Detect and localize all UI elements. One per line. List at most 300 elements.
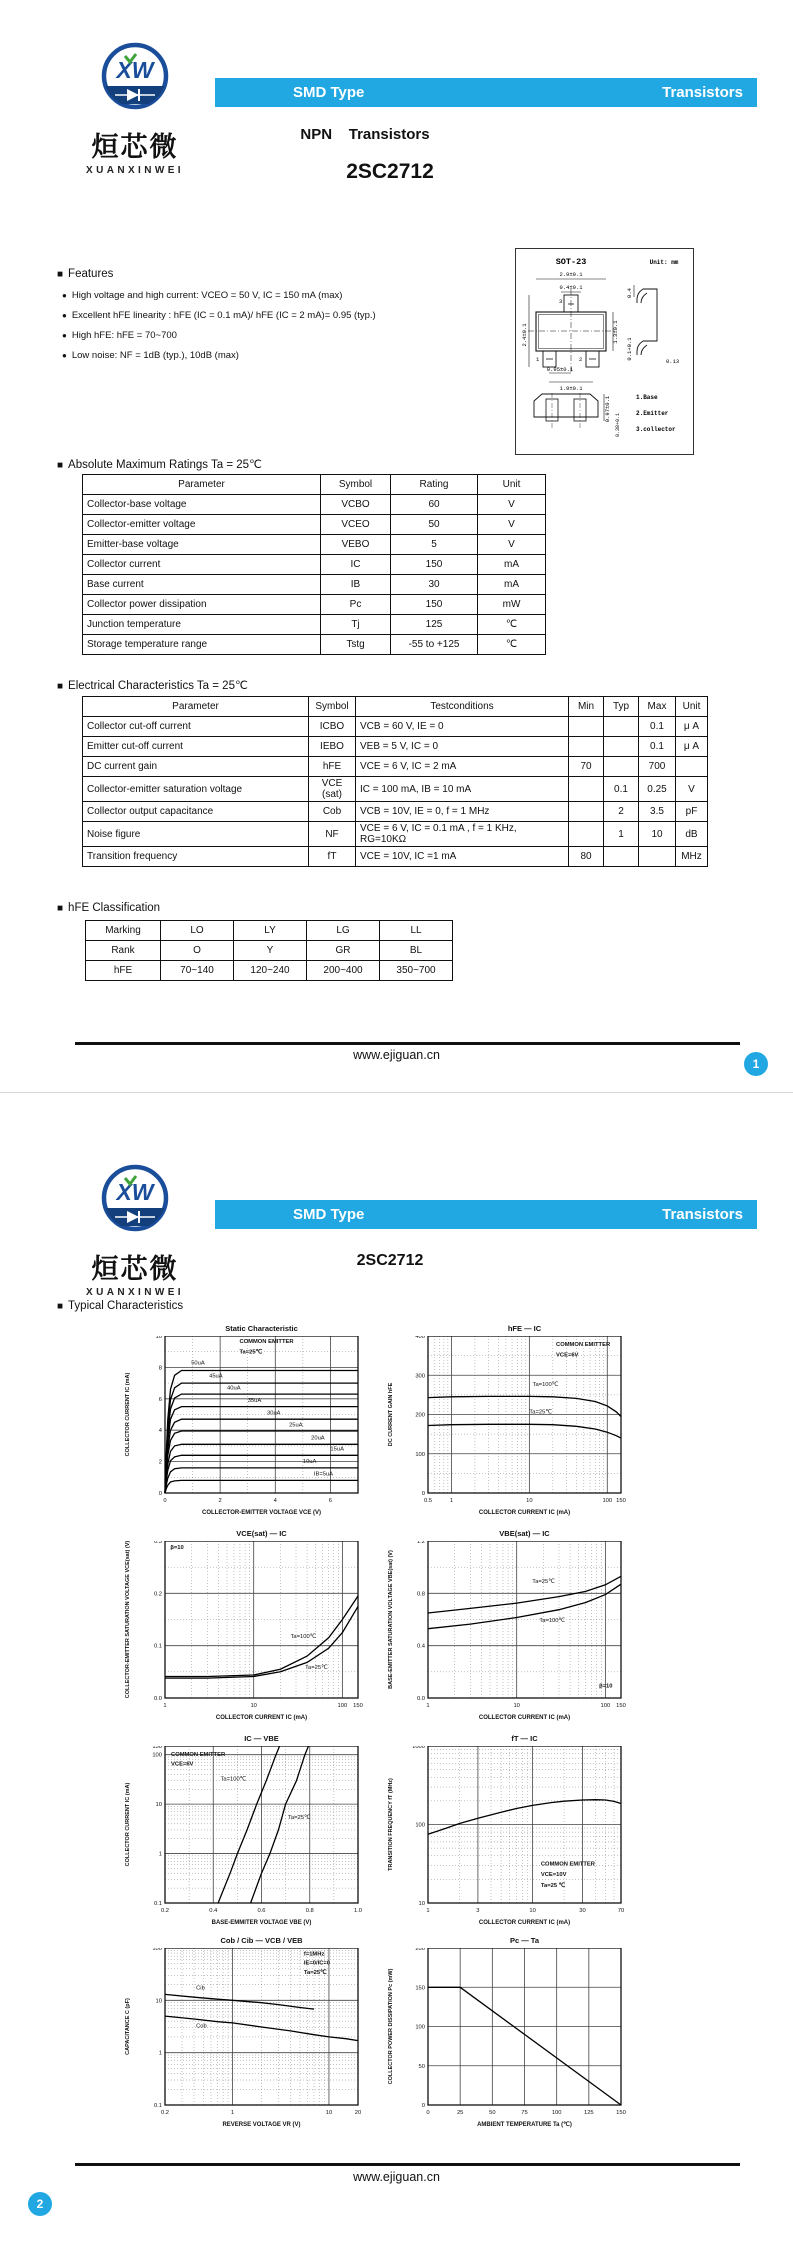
- table-cell: pF: [676, 802, 708, 822]
- page-break: [0, 1092, 793, 1093]
- table-row: [83, 615, 546, 635]
- chart-ic-vs-vbe: [120, 1732, 375, 1932]
- curve-label: 30uA: [267, 1410, 281, 1417]
- svg-text:50: 50: [418, 2063, 425, 2070]
- table-header-cell: Unit: [478, 475, 546, 495]
- svg-text:30: 30: [579, 1908, 586, 1914]
- chart-annotation: Ta=25 ℃: [540, 1882, 566, 1889]
- table-cell: GR: [307, 941, 380, 961]
- section-abs-max: [57, 457, 262, 471]
- dim-inner-height: 1.3±0.1: [612, 320, 619, 344]
- package-name: SOT-23: [555, 257, 587, 267]
- brand-name-cn: 烜芯微: [91, 1254, 179, 1284]
- curve-label: 25uA: [289, 1422, 303, 1429]
- table-cell: fT: [309, 847, 356, 867]
- header-smd-type: SMD Type: [293, 84, 365, 101]
- table-cell: VCE (sat): [309, 777, 356, 802]
- chart-grid: [165, 1746, 358, 1903]
- feature-text: Low noise: NF = 1dB (typ.), 10dB (max): [71, 350, 239, 361]
- page-number-badge-1: 1: [744, 1052, 768, 1076]
- table-cell: [569, 717, 604, 737]
- svg-text:1: 1: [426, 1703, 430, 1709]
- table-header-cell: Rating: [391, 475, 478, 495]
- svg-text:0.8: 0.8: [305, 1908, 314, 1914]
- svg-text:0.2: 0.2: [153, 1591, 162, 1598]
- table-cell: O: [161, 941, 234, 961]
- curve-label: 35uA: [247, 1397, 262, 1404]
- svg-text:0: 0: [421, 1491, 425, 1497]
- table-cell: μ A: [676, 717, 708, 737]
- table-row: [83, 515, 546, 535]
- chart-xlabel: COLLECTOR CURRENT IC (mA): [478, 1510, 571, 1516]
- table-cell: [604, 757, 639, 777]
- footer-rule: [75, 1042, 740, 1045]
- svg-text:0: 0: [421, 2103, 425, 2109]
- svg-text:400: 400: [415, 1336, 425, 1340]
- chart-ylabel: COLLECTOR POWER DISSIPATION Pc (mW): [388, 1968, 394, 2085]
- feature-text: Excellent hFE linearity : hFE (IC = 0.1 mA)/ hFE (IC = 2 mA)= 0.95 (typ.): [71, 310, 376, 321]
- chart-xlabel: REVERSE VOLTAGE VR (V): [222, 2122, 301, 2128]
- brand-logo-icon: [89, 1160, 181, 1242]
- chart-xlabel: BASE-EMMITER VOLTAGE VBE (V): [211, 1920, 312, 1926]
- chart-curve: [165, 1394, 358, 1493]
- header-smd-type: SMD Type: [293, 1206, 365, 1223]
- curve-label: 50uA: [191, 1360, 205, 1367]
- chart-curve: [428, 1584, 621, 1629]
- chart-plot: [383, 1336, 638, 1522]
- curve-label: Cob: [196, 2023, 207, 2030]
- chart-plot: [383, 1746, 638, 1932]
- table-row: [86, 941, 453, 961]
- table-cell: mW: [478, 595, 546, 615]
- svg-text:1: 1: [449, 1498, 454, 1504]
- curve-label: 40uA: [227, 1385, 241, 1392]
- svg-text:100: 100: [415, 2024, 425, 2031]
- chart-capacitance: [120, 1934, 375, 2134]
- table-cell: dB: [676, 822, 708, 847]
- table-header-cell: Unit: [676, 697, 708, 717]
- chart-title: VBE(sat) — IC: [499, 1529, 550, 1538]
- chart-plot: [120, 1948, 375, 2134]
- svg-text:150: 150: [353, 1703, 363, 1709]
- footer-url-page1: www.ejiguan.cn: [353, 1048, 440, 1062]
- svg-text:3: 3: [476, 1908, 480, 1914]
- bullet-icon: ●: [62, 351, 67, 360]
- section-elec: [57, 678, 248, 692]
- svg-text:0: 0: [158, 1491, 162, 1497]
- svg-text:20: 20: [354, 2110, 362, 2116]
- svg-text:300: 300: [415, 1373, 425, 1380]
- package-drawing-svg: [516, 249, 693, 454]
- table-cell: MHz: [676, 847, 708, 867]
- table-header-cell: Symbol: [309, 697, 356, 717]
- brand-name-en: XUANXINWEI: [86, 1287, 184, 1298]
- table-row: [83, 575, 546, 595]
- curve-label: Ta=25℃: [532, 1578, 555, 1585]
- pin1-number: 1: [536, 356, 540, 363]
- table-cell: 200~400: [307, 961, 380, 981]
- svg-text:1.2: 1.2: [416, 1541, 425, 1545]
- table-cell: 3.5: [639, 802, 676, 822]
- chart-title: VCE(sat) — IC: [236, 1529, 287, 1538]
- header-bar-page1: [215, 78, 757, 107]
- feature-item: [62, 350, 376, 361]
- brand-logo-icon: [89, 38, 181, 120]
- table-cell: Collector cut-off current: [83, 717, 309, 737]
- feature-item: [62, 310, 376, 321]
- table-cell: ℃: [478, 635, 546, 655]
- page-number-badge-2: 2: [28, 2192, 52, 2216]
- svg-text:100: 100: [152, 1948, 162, 1952]
- chart-xlabel: COLLECTOR CURRENT IC (mA): [478, 1920, 571, 1926]
- table-cell: [569, 802, 604, 822]
- table-cell: VCE = 6 V, IC = 0.1 mA , f = 1 KHz, RG=10KΩ: [356, 822, 569, 847]
- svg-text:XW: XW: [116, 57, 154, 83]
- chart-xlabel: COLLECTOR CURRENT IC (mA): [215, 1715, 308, 1721]
- table-cell: hFE: [309, 757, 356, 777]
- curve-label: IB=5uA: [313, 1471, 334, 1478]
- table-cell: DC current gain: [83, 757, 309, 777]
- svg-text:0.0: 0.0: [153, 1696, 162, 1702]
- svg-text:1: 1: [163, 1703, 167, 1709]
- dim-pin-span: 1.9±0.1: [559, 385, 583, 392]
- chart-plot: [120, 1541, 375, 1727]
- table-header-row: [83, 475, 546, 495]
- svg-text:10: 10: [513, 1703, 520, 1709]
- chart-annotation: VCE=6V: [556, 1352, 579, 1359]
- table-cell: VCBO: [321, 495, 391, 515]
- table-row: [83, 802, 708, 822]
- table-cell: Emitter cut-off current: [83, 737, 309, 757]
- chart-xlabel: AMBIENT TEMPERATURE Ta (℃): [477, 2122, 572, 2128]
- chart-title: Pc — Ta: [509, 1936, 540, 1945]
- curve-label: Ta=100℃: [290, 1633, 317, 1640]
- svg-text:10: 10: [250, 1703, 257, 1709]
- part-number-page2: 2SC2712: [356, 1252, 424, 1269]
- chart-axis-ticks: [156, 1336, 332, 1504]
- svg-text:0.4: 0.4: [209, 1908, 218, 1914]
- curve-label: Ta=25℃: [529, 1409, 552, 1416]
- table-cell: Transition frequency: [83, 847, 309, 867]
- table-header-cell: Parameter: [83, 697, 309, 717]
- table-cell: V: [478, 495, 546, 515]
- section-hfe-class-label: hFE Classification: [68, 902, 161, 914]
- svg-text:0: 0: [426, 2110, 430, 2116]
- pin3-number: 3: [559, 298, 563, 305]
- table-row: [86, 921, 453, 941]
- section-square-icon: ■: [57, 681, 64, 692]
- chart-axis-ticks: [152, 1948, 361, 2116]
- chart-ylabel: DC CURRENT GAIN hFE: [388, 1382, 394, 1447]
- svg-text:0.3: 0.3: [153, 1541, 162, 1545]
- svg-text:70: 70: [617, 1908, 625, 1914]
- bullet-icon: ●: [62, 291, 67, 300]
- table-cell: mA: [478, 575, 546, 595]
- table-header-cell: Testconditions: [356, 697, 569, 717]
- table-cell: IEBO: [309, 737, 356, 757]
- chart-curves: [428, 1576, 621, 1628]
- table-cell: 0.1: [604, 777, 639, 802]
- svg-text:6: 6: [328, 1498, 333, 1504]
- svg-text:6: 6: [158, 1396, 162, 1403]
- chart-transition-frequency: [383, 1732, 638, 1932]
- table-cell: 0.1: [639, 737, 676, 757]
- table-cell: Cob: [309, 802, 356, 822]
- table-row: [83, 495, 546, 515]
- table-cell: VEB = 5 V, IC = 0: [356, 737, 569, 757]
- abs-max-table: [82, 474, 546, 655]
- table-cell: Tj: [321, 615, 391, 635]
- chart-annotation: COMMON EMITTER: [171, 1751, 226, 1758]
- table-cell: 150: [391, 595, 478, 615]
- chart-curve: [165, 1606, 358, 1678]
- pin-legend-emitter: 2.Emitter: [636, 410, 669, 417]
- chart-ylabel: COLLECTOR CURRENT IC (mA): [125, 1372, 131, 1457]
- svg-text:1.0: 1.0: [353, 1908, 363, 1914]
- table-cell: 10: [639, 822, 676, 847]
- chart-curves: [165, 1596, 358, 1678]
- svg-text:0.2: 0.2: [160, 1908, 170, 1914]
- chart-power-derating: [383, 1934, 638, 2134]
- svg-text:100: 100: [600, 1703, 611, 1709]
- chart-annotation: COMMON EMITTER: [239, 1339, 294, 1346]
- table-cell: μ A: [676, 737, 708, 757]
- table-cell: [569, 737, 604, 757]
- svg-text:0.8: 0.8: [416, 1591, 425, 1598]
- table-cell: 700: [639, 757, 676, 777]
- table-cell: 70~140: [161, 961, 234, 981]
- svg-text:0: 0: [163, 1498, 167, 1504]
- header-transistors: Transistors: [662, 84, 743, 101]
- table-cell: [676, 757, 708, 777]
- section-square-icon: ■: [57, 1301, 64, 1312]
- svg-text:100: 100: [152, 1752, 162, 1759]
- table-cell: [639, 847, 676, 867]
- svg-text:150: 150: [415, 1985, 425, 1992]
- chart-annotation: VCE=6V: [171, 1761, 194, 1768]
- chart-xlabel: COLLECTOR CURRENT IC (mA): [478, 1715, 571, 1721]
- table-cell: V: [676, 777, 708, 802]
- table-header-row: [83, 697, 708, 717]
- table-cell: 350~700: [380, 961, 453, 981]
- chart-annotation: β=10: [599, 1683, 613, 1690]
- chart-title: hFE — IC: [507, 1324, 542, 1333]
- table-cell: VCE = 6 V, IC = 2 mA: [356, 757, 569, 777]
- table-row: [83, 717, 708, 737]
- chart-annotation: COMMON EMITTER: [556, 1341, 611, 1348]
- package-unit: Unit: mm: [649, 259, 679, 266]
- table-row: [83, 737, 708, 757]
- svg-text:0.0: 0.0: [416, 1696, 425, 1702]
- table-cell: 60: [391, 495, 478, 515]
- table-cell: Pc: [321, 595, 391, 615]
- brand-name-cn: 烜芯微: [91, 132, 179, 162]
- table-header-cell: Symbol: [321, 475, 391, 495]
- chart-ylabel: COLLECTOR-EMITTER SATURATION VOLTAGE VCE(sat) (V): [125, 1541, 131, 1699]
- feature-item: [62, 330, 376, 341]
- svg-text:200: 200: [415, 1948, 425, 1952]
- header-transistors: Transistors: [662, 1206, 743, 1223]
- table-header-cell: Max: [639, 697, 676, 717]
- table-cell: Junction temperature: [83, 615, 321, 635]
- chart-annotation: IE=0/IC=0: [303, 1960, 331, 1967]
- svg-text:4: 4: [158, 1428, 162, 1435]
- dim-tab-width: 0.4±0.1: [559, 284, 583, 291]
- chart-curve: [428, 1424, 621, 1438]
- table-cell: LO: [161, 921, 234, 941]
- chart-axis-ticks: [412, 1746, 624, 1914]
- svg-text:8: 8: [158, 1365, 162, 1372]
- table-row: [83, 757, 708, 777]
- svg-text:25: 25: [456, 2110, 464, 2116]
- chart-curve: [428, 1576, 621, 1613]
- table-cell: 5: [391, 535, 478, 555]
- table-cell: LG: [307, 921, 380, 941]
- table-row: [83, 847, 708, 867]
- table-row: [83, 595, 546, 615]
- table-cell: [604, 737, 639, 757]
- feature-text: High voltage and high current: VCEO = 50 V, IC = 150 mA (max): [71, 290, 343, 301]
- curve-label: Ta=100℃: [539, 1618, 566, 1625]
- svg-text:150: 150: [616, 1498, 626, 1504]
- table-header-cell: Parameter: [83, 475, 321, 495]
- table-cell: Rank: [86, 941, 161, 961]
- svg-text:1: 1: [158, 2050, 162, 2057]
- chart-annotation: Ta=25℃: [239, 1349, 263, 1356]
- table-cell: Y: [234, 941, 307, 961]
- chart-curves: [165, 1360, 358, 1493]
- table-cell: VCB = 10V, IE = 0, f = 1 MHz: [356, 802, 569, 822]
- section-features: [57, 268, 113, 280]
- svg-text:10: 10: [155, 1336, 162, 1340]
- svg-text:2: 2: [158, 1459, 162, 1466]
- table-cell: IB: [321, 575, 391, 595]
- pin-legend-base: 1.Base: [636, 394, 658, 401]
- svg-text:150: 150: [616, 1703, 626, 1709]
- section-hfe-class: [57, 902, 160, 914]
- table-cell: 0.25: [639, 777, 676, 802]
- dim-standoff: 0.1+0.1: [626, 337, 633, 361]
- chart-output-characteristics: [120, 1322, 375, 1522]
- chart-curve: [428, 1396, 621, 1416]
- table-cell: Collector power dissipation: [83, 595, 321, 615]
- header-bar-page2: [215, 1200, 757, 1229]
- section-elec-label: Electrical Characteristics Ta = 25℃: [68, 680, 248, 692]
- chart-title: Cob / Cib — VCB / VEB: [220, 1936, 303, 1945]
- chart-curves: [428, 1800, 621, 1835]
- table-cell: V: [478, 535, 546, 555]
- table-cell: Collector-emitter saturation voltage: [83, 777, 309, 802]
- table-cell: 50: [391, 515, 478, 535]
- svg-text:0.5: 0.5: [423, 1498, 433, 1504]
- table-cell: VCB = 60 V, IE = 0: [356, 717, 569, 737]
- table-cell: [604, 847, 639, 867]
- table-row: [83, 555, 546, 575]
- curve-label: Cib: [196, 1985, 205, 1992]
- chart-grid: [165, 1541, 358, 1698]
- chart-curve: [165, 1994, 314, 2009]
- table-row: [83, 635, 546, 655]
- pin2-number: 2: [579, 356, 583, 363]
- chart-curve: [165, 1444, 358, 1493]
- svg-text:0.1: 0.1: [153, 1643, 162, 1650]
- dim-height: 0.97±0.1: [604, 395, 611, 423]
- table-cell: Tstg: [321, 635, 391, 655]
- dim-lead-top: 0.4: [626, 288, 633, 298]
- svg-text:10: 10: [526, 1498, 533, 1504]
- curve-label: 45uA: [209, 1373, 223, 1380]
- svg-text:XW: XW: [116, 1179, 154, 1205]
- svg-text:75: 75: [521, 2110, 528, 2116]
- svg-text:100: 100: [337, 1703, 348, 1709]
- table-cell: Collector output capacitance: [83, 802, 309, 822]
- table-cell: 70: [569, 757, 604, 777]
- pin-legend-collector: 3.collector: [636, 426, 676, 433]
- table-cell: Collector-emitter voltage: [83, 515, 321, 535]
- chart-annotation: VCE=10V: [540, 1872, 567, 1879]
- table-cell: VCE = 10V, IC =1 mA: [356, 847, 569, 867]
- brand-logo: [70, 38, 200, 176]
- curve-label: 10uA: [302, 1459, 317, 1466]
- bullet-icon: ●: [62, 311, 67, 320]
- svg-text:125: 125: [583, 2110, 594, 2116]
- table-cell: V: [478, 515, 546, 535]
- table-cell: VCEO: [321, 515, 391, 535]
- dim-lead-thk: 0.38+0.1: [615, 412, 621, 438]
- section-typical: [57, 1300, 183, 1312]
- table-cell: Emitter-base voltage: [83, 535, 321, 555]
- curve-label: Ta=100℃: [532, 1382, 559, 1389]
- svg-text:1: 1: [426, 1908, 430, 1914]
- table-cell: Noise figure: [83, 822, 309, 847]
- table-cell: BL: [380, 941, 453, 961]
- table-cell: LL: [380, 921, 453, 941]
- chart-curve: [165, 1596, 358, 1677]
- table-cell: hFE: [86, 961, 161, 981]
- chart-annotation: β=10: [170, 1544, 184, 1551]
- part-number-page1: 2SC2712: [346, 160, 434, 183]
- bullet-icon: ●: [62, 331, 67, 340]
- chart-title: Static Characteristic: [225, 1324, 298, 1333]
- table-cell: ICBO: [309, 717, 356, 737]
- table-row: [83, 535, 546, 555]
- table-cell: [604, 717, 639, 737]
- table-cell: IC = 100 mA, IB = 10 mA: [356, 777, 569, 802]
- svg-text:4: 4: [273, 1498, 277, 1504]
- table-cell: 120~240: [234, 961, 307, 981]
- chart-curve: [428, 1800, 621, 1835]
- svg-text:0.1: 0.1: [153, 2103, 162, 2109]
- svg-text:1: 1: [230, 2110, 235, 2116]
- chart-axis-ticks: [415, 1336, 626, 1504]
- table-cell: VEBO: [321, 535, 391, 555]
- table-header-cell: Min: [569, 697, 604, 717]
- chart-axis-ticks: [417, 1541, 626, 1709]
- chart-axis-ticks: [154, 1541, 363, 1709]
- chart-ylabel: COLLECTOR CURRENT IC (mA): [125, 1782, 131, 1867]
- features-list: [62, 290, 376, 370]
- table-cell: [569, 777, 604, 802]
- chart-annotation: f=1MHz: [303, 1951, 325, 1958]
- table-cell: Collector current: [83, 555, 321, 575]
- chart-grid: [428, 1948, 621, 2105]
- svg-text:0.4: 0.4: [416, 1643, 425, 1650]
- table-row: [86, 961, 453, 981]
- table-cell: Collector-base voltage: [83, 495, 321, 515]
- chart-ylabel: CAPACITANCE C (pF): [125, 1998, 131, 2055]
- table-cell: 1: [604, 822, 639, 847]
- table-cell: mA: [478, 555, 546, 575]
